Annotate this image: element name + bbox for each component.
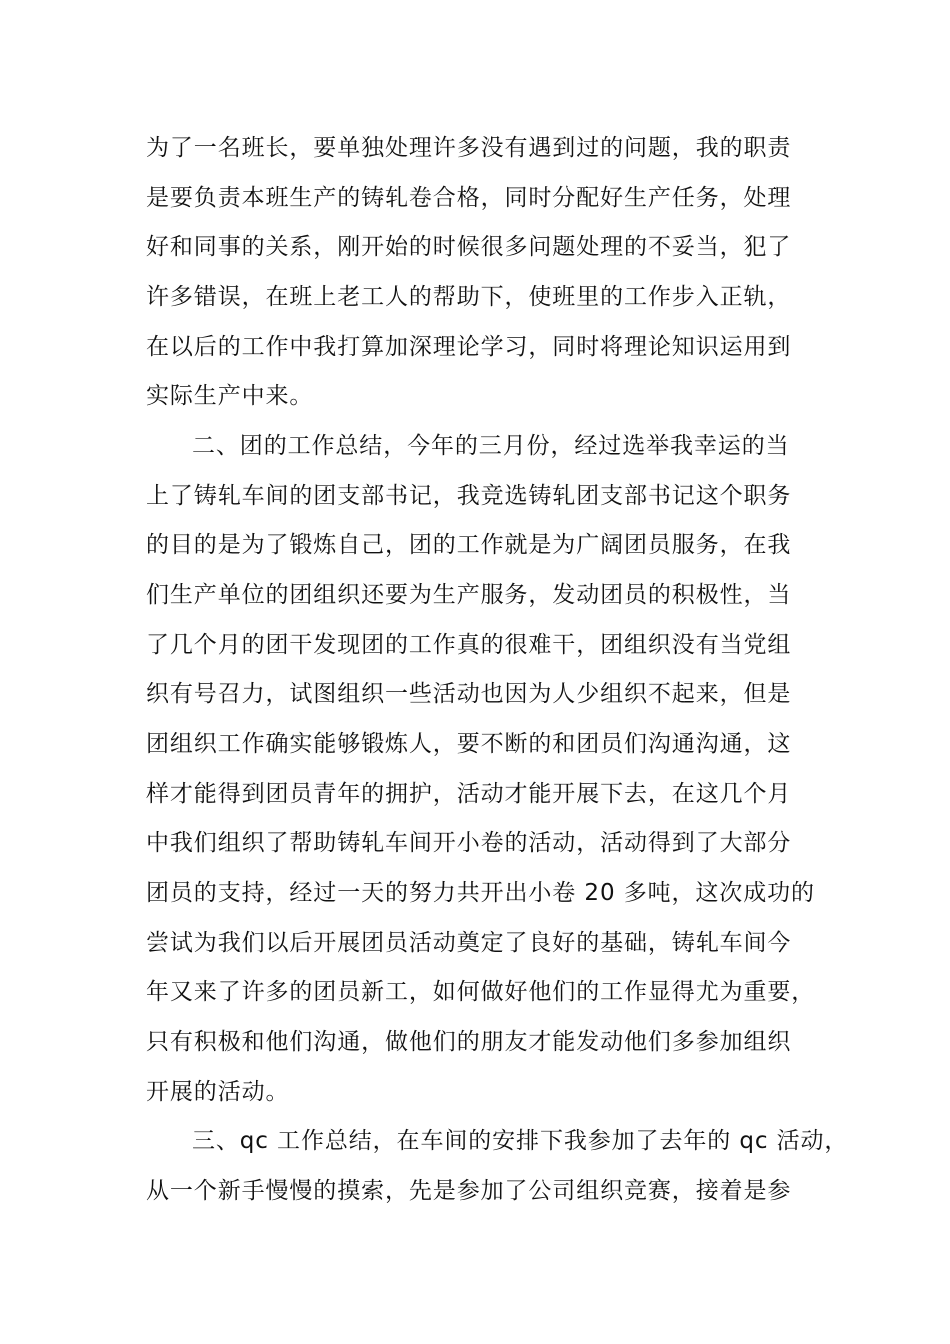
text-line: 样才能得到团员青年的拥护，活动才能开展下去，在这几个月 xyxy=(146,781,792,807)
text-line: 中我们组织了帮助铸轧车间开小卷的活动，活动得到了大部分 xyxy=(146,830,792,856)
text-line: 年又来了许多的团员新工，如何做好他们的工作显得尤为重要， xyxy=(146,979,816,1005)
text-line: 是要负责本班生产的铸轧卷合格，同时分配好生产任务，处理 xyxy=(146,185,792,211)
text-line: 了几个月的团干发现团的工作真的很难干，团组织没有当党组 xyxy=(146,632,792,658)
text-line: 织有号召力，试图组织一些活动也因为人少组织不起来，但是 xyxy=(146,681,792,707)
text-line: 许多错误，在班上老工人的帮助下，使班里的工作步入正轨， xyxy=(146,284,792,310)
text-line: 开展的活动。 xyxy=(146,1079,290,1105)
text-line: 三、qc 工作总结，在车间的安排下我参加了去年的 qc 活动， xyxy=(192,1128,849,1154)
text-line: 团员的支持，经过一天的努力共开出小卷 20 多吨，这次成功的 xyxy=(146,880,815,906)
text-line: 的目的是为了锻炼自己，团的工作就是为广阔团员服务，在我 xyxy=(146,532,792,558)
text-line: 们生产单位的团组织还要为生产服务，发动团员的积极性，当 xyxy=(146,582,792,608)
text-line: 只有积极和他们沟通，做他们的朋友才能发动他们多参加组织 xyxy=(146,1029,792,1055)
text-line: 为了一名班长，要单独处理许多没有遇到过的问题，我的职责 xyxy=(146,135,792,161)
text-line: 上了铸轧车间的团支部书记，我竞选铸轧团支部书记这个职务 xyxy=(146,483,792,509)
text-line: 尝试为我们以后开展团员活动奠定了良好的基础，铸轧车间今 xyxy=(146,930,792,956)
text-line: 从一个新手慢慢的摸索，先是参加了公司组织竞赛，接着是参 xyxy=(146,1178,792,1204)
text-line: 团组织工作确实能够锻炼人，要不断的和团员们沟通沟通，这 xyxy=(146,731,792,757)
text-line: 二、团的工作总结，今年的三月份，经过选举我幸运的当 xyxy=(192,433,790,459)
text-line: 好和同事的关系，刚开始的时候很多问题处理的不妥当，犯了 xyxy=(146,234,792,260)
text-line: 实际生产中来。 xyxy=(146,383,314,409)
text-line: 在以后的工作中我打算加深理论学习，同时将理论知识运用到 xyxy=(146,334,792,360)
